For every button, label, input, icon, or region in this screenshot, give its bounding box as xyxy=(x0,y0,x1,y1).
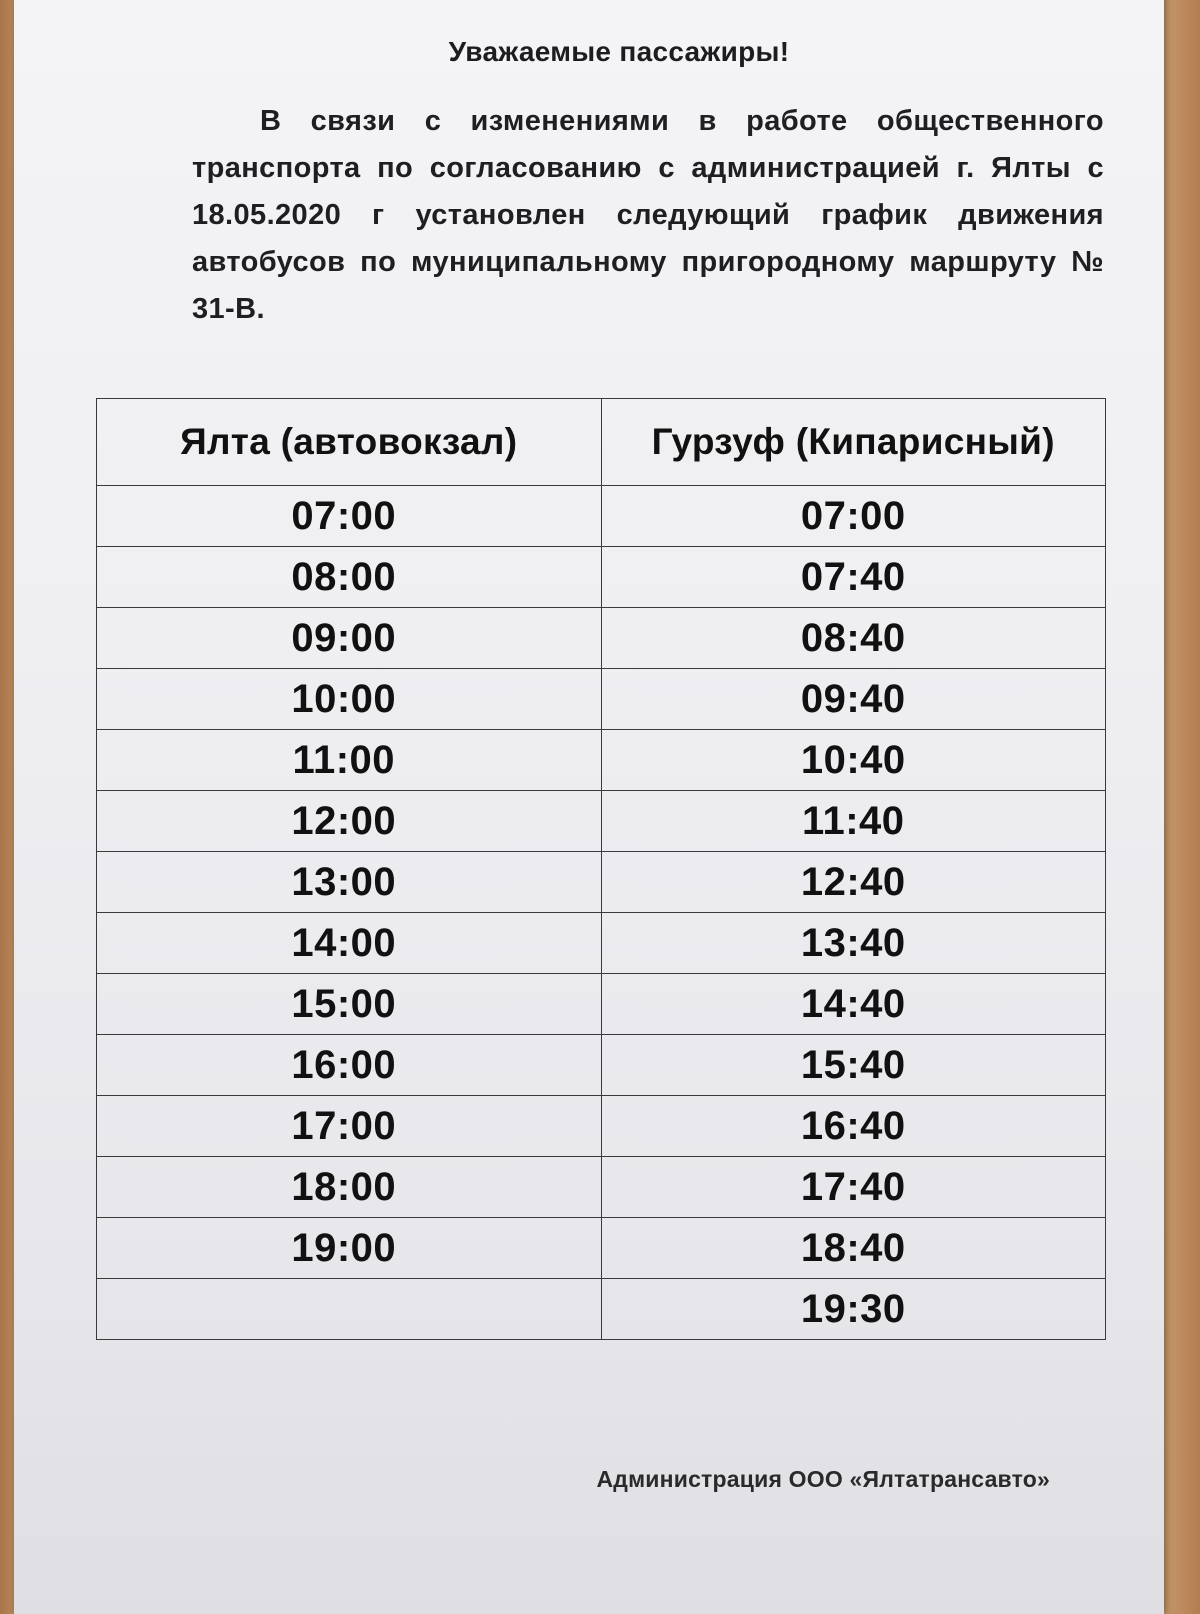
column-header-gurzuf: Гурзуф (Кипарисный) xyxy=(601,399,1106,486)
table-row xyxy=(97,1096,1106,1157)
departure-yalta: 13:00 xyxy=(97,852,602,913)
bus-schedule-table xyxy=(96,398,1106,1340)
departure-yalta xyxy=(97,1279,602,1340)
departure-gurzuf: 19:30 xyxy=(601,1279,1106,1340)
departure-gurzuf: 10:40 xyxy=(601,730,1106,791)
departure-gurzuf: 17:40 xyxy=(601,1157,1106,1218)
departure-gurzuf: 12:40 xyxy=(601,852,1106,913)
departure-gurzuf: 16:40 xyxy=(601,1096,1106,1157)
schedule-header-row xyxy=(97,399,1106,486)
departure-yalta: 15:00 xyxy=(97,974,602,1035)
notice-sheet xyxy=(14,0,1164,1614)
departure-gurzuf: 09:40 xyxy=(601,669,1106,730)
departure-gurzuf: 14:40 xyxy=(601,974,1106,1035)
notice-greeting: Уважаемые пассажиры! xyxy=(448,36,790,67)
departure-yalta: 12:00 xyxy=(97,791,602,852)
departure-gurzuf: 07:00 xyxy=(601,486,1106,547)
departure-gurzuf: 11:40 xyxy=(601,791,1106,852)
departure-yalta: 17:00 xyxy=(97,1096,602,1157)
table-row xyxy=(97,547,1106,608)
departure-yalta: 11:00 xyxy=(97,730,602,791)
table-row xyxy=(97,852,1106,913)
departure-yalta: 16:00 xyxy=(97,1035,602,1096)
departure-yalta: 08:00 xyxy=(97,547,602,608)
departure-yalta: 18:00 xyxy=(97,1157,602,1218)
departure-gurzuf: 07:40 xyxy=(601,547,1106,608)
departure-yalta: 14:00 xyxy=(97,913,602,974)
table-row xyxy=(97,913,1106,974)
departure-yalta: 19:00 xyxy=(97,1218,602,1279)
table-row xyxy=(97,1218,1106,1279)
departure-gurzuf: 15:40 xyxy=(601,1035,1106,1096)
notice-body: В связи с изменениями в работе общественного транспорта по согласованию с администрацией г. Ялты с 18.05.2020 г установлен следующий график движения автобусов по муниципальному пригородному маршруту № 31-В. xyxy=(192,105,1104,325)
table-row xyxy=(97,486,1106,547)
departure-yalta: 10:00 xyxy=(97,669,602,730)
table-row xyxy=(97,1035,1106,1096)
departure-gurzuf: 13:40 xyxy=(601,913,1106,974)
table-row xyxy=(97,1157,1106,1218)
table-row xyxy=(97,974,1106,1035)
column-header-yalta: Ялта (автовокзал) xyxy=(97,399,602,486)
departure-gurzuf: 18:40 xyxy=(601,1218,1106,1279)
table-row xyxy=(97,608,1106,669)
table-row xyxy=(97,669,1106,730)
departure-gurzuf: 08:40 xyxy=(601,608,1106,669)
table-row xyxy=(97,730,1106,791)
signature-line: Администрация ООО «Ялтатрансавто» xyxy=(596,1466,1050,1492)
table-row xyxy=(97,791,1106,852)
table-row xyxy=(97,1279,1106,1340)
departure-yalta: 09:00 xyxy=(97,608,602,669)
departure-yalta: 07:00 xyxy=(97,486,602,547)
